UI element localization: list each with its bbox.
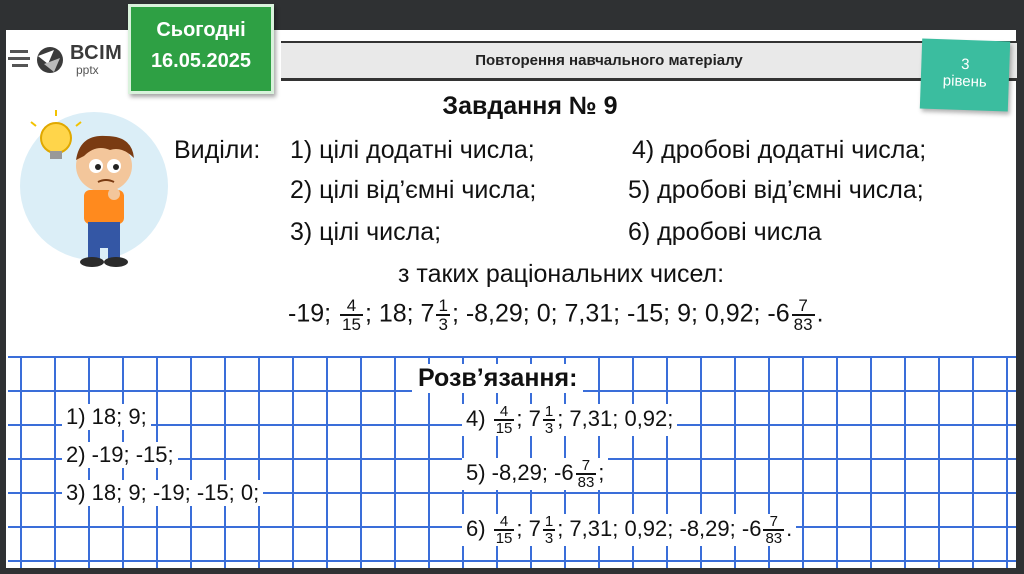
slide-header-bar (281, 41, 1017, 81)
number-list (288, 297, 824, 333)
answer-3: 3) 18; 9; -19; -15; 0; (62, 480, 263, 506)
thinking-boy-lightbulb-icon (18, 110, 170, 270)
solution-title: Розв’язання: (412, 364, 583, 393)
flying-logo-icon (8, 44, 66, 78)
fraction-denominator: 83 (765, 530, 783, 547)
fraction-7-83 (792, 297, 815, 333)
fraction-denominator: 3 (544, 420, 554, 437)
answer-1: 1) 18; 9; (62, 404, 151, 430)
fraction-numerator: 1 (544, 403, 554, 420)
site-logo (8, 42, 128, 78)
fraction-numerator: 7 (769, 513, 778, 530)
fraction-denominator: 15 (342, 315, 361, 334)
fraction-numerator: 4 (346, 296, 357, 315)
fraction-1-3 (543, 404, 555, 436)
fraction-4-15 (494, 514, 515, 546)
date-badge-label: Сьогодні (156, 19, 246, 41)
slide-frame-right (1016, 0, 1024, 574)
task-lead: Виділи: (174, 136, 261, 164)
task-item-5: 5) дробові від’ємні числа; (628, 176, 924, 204)
date-badge (128, 4, 274, 94)
slide-header-title: Повторення навчального матеріалу (475, 52, 743, 69)
fraction-4-15 (494, 404, 515, 436)
fraction-1-3 (436, 297, 449, 333)
slide-frame-left (0, 0, 6, 574)
fraction-denominator: 83 (793, 315, 813, 334)
number-list-part-2: ; 18; 7 (364, 299, 435, 328)
number-list-part-4: . (816, 299, 824, 328)
slide-frame-bottom (0, 568, 1024, 574)
fraction-numerator: 1 (438, 296, 448, 315)
task-from-line: з таких раціональних чисел: (398, 260, 725, 288)
fraction-numerator: 1 (544, 513, 554, 530)
answer-6-mid2: ; 7,31; 0,92; -8,29; -6 (557, 515, 762, 541)
answer-2: 2) -19; -15; (62, 442, 178, 468)
answer-6 (462, 514, 796, 546)
answer-6-tail: . (786, 515, 793, 541)
answer-5-tail: ; (598, 459, 605, 485)
task-item-1: 1) цілі додатні числа; (290, 136, 535, 164)
task-item-2: 2) цілі від’ємні числа; (290, 176, 537, 204)
task-item-6: 6) дробові числа (628, 218, 822, 246)
fraction-numerator: 7 (581, 457, 591, 474)
fraction-denominator: 83 (577, 474, 595, 491)
answer-4-tail: ; 7,31; 0,92; (557, 405, 674, 431)
fraction-numerator: 4 (499, 513, 509, 530)
fraction-numerator: 7 (798, 296, 808, 315)
fraction-denominator: 3 (544, 530, 554, 547)
fraction-denominator: 15 (495, 420, 513, 437)
fraction-denominator: 15 (495, 530, 513, 547)
fraction-denominator: 3 (438, 315, 448, 334)
level-label: рівень (942, 72, 988, 91)
answer-4-prefix: 4) (466, 405, 492, 431)
answer-5 (462, 458, 608, 490)
answer-6-mid: ; 7 (516, 515, 541, 541)
answer-4 (462, 404, 677, 436)
date-badge-date: 16.05.2025 (150, 50, 252, 72)
fraction-7-83 (763, 514, 784, 546)
answer-5-prefix: 5) -8,29; -6 (466, 459, 574, 485)
level-number: 3 (960, 55, 970, 74)
task-item-3: 3) цілі числа; (290, 218, 442, 246)
number-list-part-1: -19; (288, 299, 332, 328)
fraction-4-15 (340, 297, 363, 333)
logo-subtext: pptx (76, 63, 99, 77)
logo-text: ВСІМ (70, 42, 123, 64)
task-title: Завдання № 9 (442, 92, 618, 120)
fraction-numerator: 4 (499, 403, 509, 420)
fraction-7-83 (576, 458, 597, 490)
answer-6-prefix: 6) (466, 515, 492, 541)
number-list-part-3: ; -8,29; 0; 7,31; -15; 9; 0,92; -6 (451, 299, 790, 328)
answer-4-mid: ; 7 (516, 405, 541, 431)
task-item-4: 4) дробові додатні числа; (632, 136, 927, 164)
fraction-1-3 (543, 514, 555, 546)
